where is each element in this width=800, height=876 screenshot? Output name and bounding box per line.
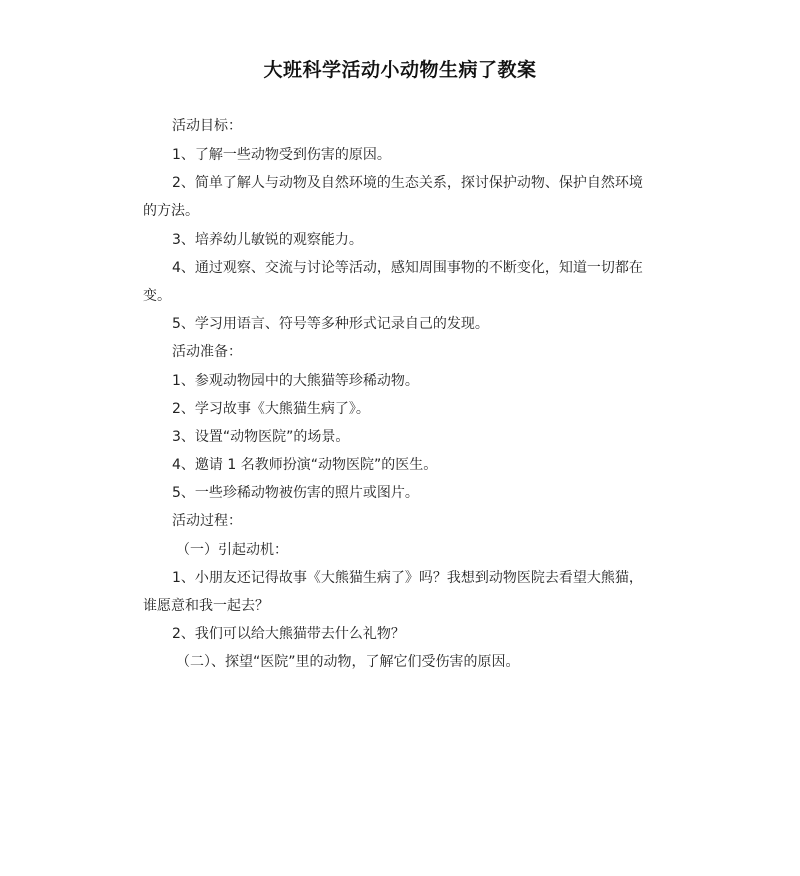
goal-item-2-continued: 的方法。	[143, 203, 199, 219]
goal-item-5: 5、学习用语言、符号等多种形式记录自己的发现。	[172, 316, 489, 332]
preparation-item-2: 2、学习故事《大熊猫生病了》。	[172, 401, 370, 417]
preparation-item-5: 5、一些珍稀动物被伤害的照片或图片。	[172, 485, 419, 501]
process-step-1-heading: （一）引起动机：	[176, 542, 288, 558]
process-step-1-item-1: 1、小朋友还记得故事《大熊猫生病了》吗？我想到动物医院去看望大熊猫，	[172, 570, 643, 586]
section-heading-goals: 活动目标：	[172, 118, 242, 134]
process-step-2-heading: （二）、探望“医院”里的动物，了解它们受伤害的原因。	[176, 654, 520, 670]
goal-item-3: 3、培养幼儿敏锐的观察能力。	[172, 232, 363, 248]
goal-item-2: 2、简单了解人与动物及自然环境的生态关系，探讨保护动物、保护自然环境	[172, 175, 643, 191]
process-step-1-item-1-continued: 谁愿意和我一起去？	[143, 598, 269, 614]
preparation-item-3: 3、设置“动物医院”的场景。	[172, 429, 350, 445]
section-heading-process: 活动过程：	[172, 513, 242, 529]
process-step-1-item-2: 2、我们可以给大熊猫带去什么礼物？	[172, 626, 405, 642]
goal-item-1: 1、了解一些动物受到伤害的原因。	[172, 147, 391, 163]
document-title: 大班科学活动小动物生病了教案	[263, 59, 537, 81]
goal-item-4-continued: 变。	[143, 288, 171, 304]
preparation-item-4: 4、邀请 1 名教师扮演“动物医院”的医生。	[172, 457, 438, 473]
goal-item-4: 4、通过观察、交流与讨论等活动，感知周围事物的不断变化，知道一切都在	[172, 260, 643, 276]
section-heading-preparation: 活动准备：	[172, 344, 242, 360]
preparation-item-1: 1、参观动物园中的大熊猫等珍稀动物。	[172, 373, 419, 389]
